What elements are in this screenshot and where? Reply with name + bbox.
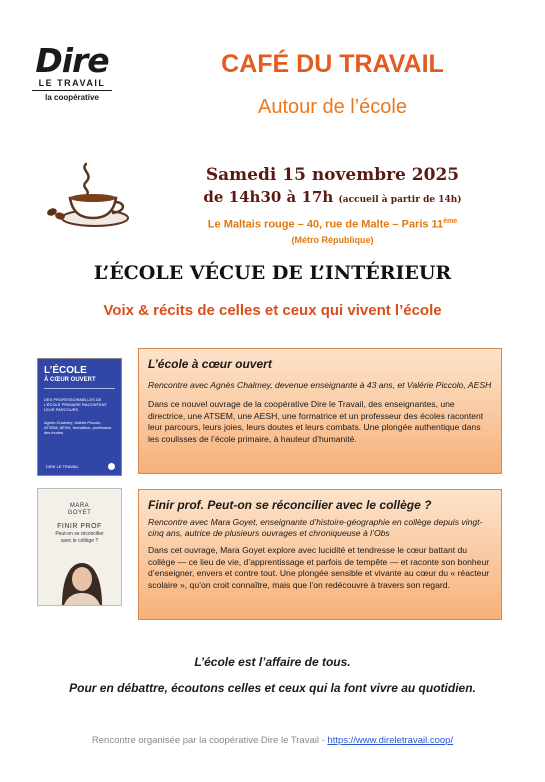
book-cover-ecole-coeur-ouvert	[37, 358, 122, 476]
author-portrait-image	[54, 555, 110, 605]
main-headline: L’ÉCOLE VÉCUE DE L’INTÉRIEUR	[93, 262, 452, 284]
logo-subtitle: LE TRAVAIL	[38, 78, 106, 88]
book-cover-title: FINIR PROF	[57, 523, 102, 530]
card-title: L’école à cœur ouvert	[148, 357, 272, 371]
card-title: Finir prof. Peut-on se réconcilier avec le collège ?	[148, 498, 432, 512]
footer-text: Rencontre organisée par la coopérative Dire le Travail -	[91, 735, 328, 746]
tagline: Voix & récits de celles et ceux qui vivent l’école	[103, 302, 442, 319]
card-description: Dans cet ouvrage, Mara Goyet explore avec lucidité et tendresse le cœur battant du collège — ce lieu de vie, d’apprentissage et parfois de tempête — et raconte son bonheur d’enseigner, envers et contre tout. Une plongée sensible et vivante au cœur du « réacteur scolaire », qu’on croit connaître, mais que l’on redécouvre à travers son regard.	[148, 545, 490, 590]
card-speakers: Rencontre avec Agnès Chalmey, devenue enseignante à 43 ans, et Valérie Piccolo, AESH	[148, 380, 492, 390]
book-cover-author-first: MARA	[69, 503, 90, 509]
book-card-finir-prof	[138, 489, 502, 620]
card-description: Dans ce nouvel ouvrage de la coopérative Dire le Travail, des enseignantes, une directrice, une ATSEM, une AESH, une formatrice et un professeur des écoles racontent leur parcours, leurs joies, leurs doutes et leurs combats. Une plongée authentique dans les coulisses de l’école primaire, à hauteur d’humanité.	[148, 399, 484, 444]
book-cover-subtitle-1: Peut-on se réconcilier	[55, 531, 104, 537]
page-subtitle: Autour de l’école	[258, 96, 407, 118]
book-cover-title: L’ÉCOLE	[44, 365, 87, 376]
metro-station: (Métro République)	[291, 235, 374, 245]
event-time-note: (accueil à partir de 14h)	[338, 195, 462, 205]
page-title: CAFÉ DU TRAVAIL	[221, 50, 444, 78]
book-cover-subtitle-2: avec le collège ?	[60, 538, 99, 544]
book-cover-publisher: DIRE LE TRAVAIL	[46, 464, 79, 469]
book-cover-finir-prof	[37, 488, 122, 606]
publisher-mark-icon	[108, 463, 115, 470]
book-cover-lede: DES PROFESSIONNELLES DE L’ÉCOLE PRIMAIRE RACONTENT LEUR PARCOURS	[44, 397, 107, 412]
card-speakers: Rencontre avec Mara Goyet, enseignante d’histoire-géographie en collège depuis vingt-cinq ans, autrice de plusieurs ouvrages et chroniqueuse à l’Obs	[148, 517, 483, 538]
logo-divider	[32, 90, 112, 91]
venue-address: Le Maltais rouge – 40, rue de Malte – Paris 11	[207, 218, 444, 231]
event-date: Samedi 15 novembre 2025	[205, 165, 460, 185]
website-link[interactable]: https://www.direletravail.coop/	[327, 735, 454, 746]
cooperative-logo	[32, 41, 112, 108]
closing-line-2: Pour en débattre, écoutons celles et ceux qui la font vivre au quotidien.	[69, 681, 476, 695]
event-time: de 14h30 à 17h	[203, 188, 334, 206]
logo-tagline: la coopérative	[45, 93, 99, 102]
closing-line-1: L’école est l’affaire de tous.	[194, 655, 351, 669]
event-venue	[140, 218, 525, 231]
event-time-line	[140, 188, 525, 206]
book-cover-author-last: GOYET	[67, 510, 92, 516]
logo-wordmark: Dire	[35, 41, 109, 80]
book-card-ecole-coeur-ouvert	[138, 348, 502, 474]
book-cover-rule	[44, 388, 115, 389]
book-cover-subtitle: À CŒUR OUVERT	[44, 377, 96, 383]
venue-ordinal: ème	[443, 218, 458, 225]
coffee-cup-icon	[40, 160, 130, 230]
book-cover-names: Agnès Chalmey, Valérie Piccolo, ATSEM, AESH, formatrice, professeur des écoles	[44, 420, 112, 435]
footer	[0, 735, 545, 746]
